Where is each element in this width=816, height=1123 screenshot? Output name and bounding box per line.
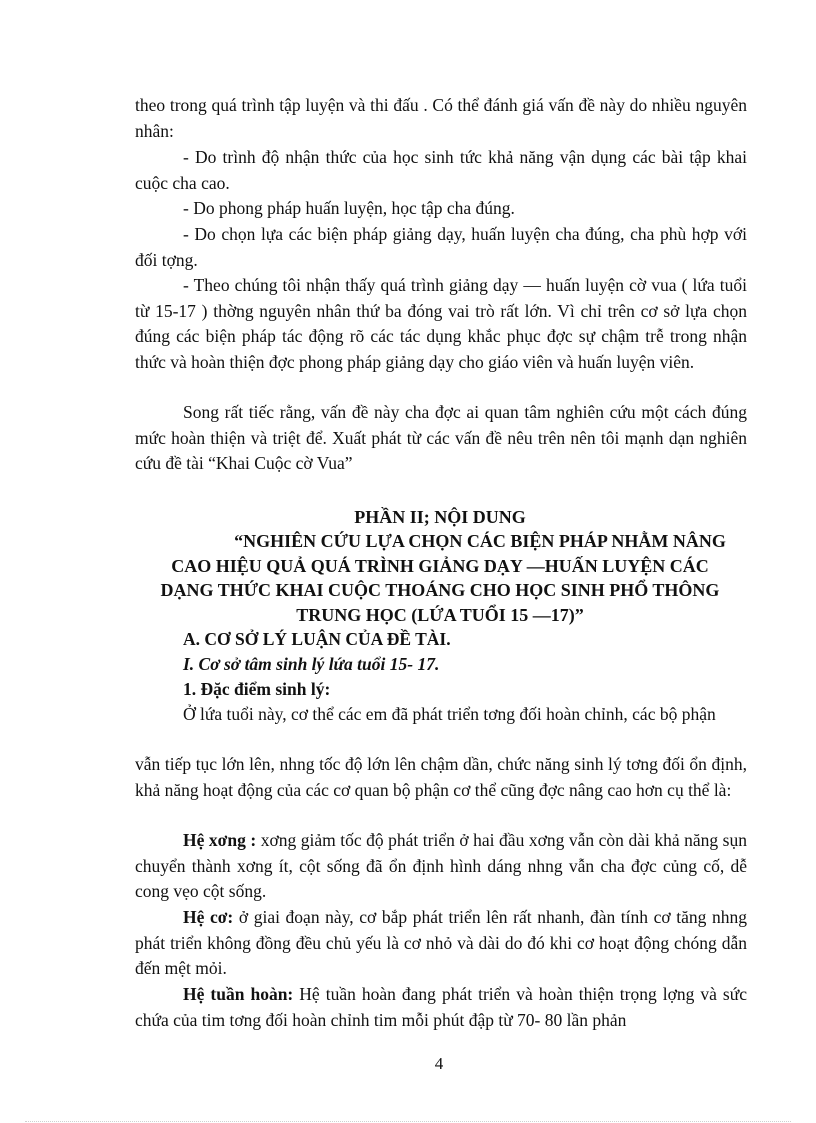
term-text: Hệ tuần hoàn đang phát triển và hoàn thiện trọng lợng và sức chứa của tim tơng đối hoàn chỉnh tim mỗi phút đập từ 70- 80 lần phản [135,984,747,1030]
paragraph-circulation [135,982,747,1033]
paragraph: - Do chọn lựa các biện pháp giảng dạy, huấn luyện cha đúng, cha phù hợp với đối tợng. [135,224,747,270]
topic-title-line: CAO HIỆU QUẢ QUÁ TRÌNH GIẢNG DẠY —HUẤN LUYỆN CÁC [171,556,709,576]
heading-i: I. Cơ sở tâm sinh lý lứa tuổi 15- 17. [183,654,440,674]
term-label: Hệ cơ: [183,907,234,927]
paragraph-muscle [135,905,747,982]
paragraph: - Theo chúng tôi nhận thấy quá trình giảng dạy — huấn luyện cờ vua ( lứa tuổi từ 15-17 ) thờng nguyên nhân thứ ba đóng vai trò rất lớn. Vì chỉ trên cơ sở lựa chọn đúng các biện pháp tác động rõ các tác dụng khắc phục đợc sự chậm trễ trong nhận thức và hoàn thiện đợc phong pháp giảng dạy cho giáo viên và huấn luyện viên. [135,275,747,373]
paragraph: - Do phong pháp huấn luyện, học tập cha đúng. [183,198,515,218]
term-label: Hệ xơng : [183,830,257,850]
paragraph-skeleton [135,828,747,905]
heading-1: 1. Đặc điểm sinh lý: [183,679,331,699]
paragraph: Ở lứa tuổi này, cơ thể các em đã phát triển tơng đối hoàn chỉnh, các bộ phận [183,704,716,724]
page-bottom-divider [25,1121,791,1122]
paragraph: vẫn tiếp tục lớn lên, nhng tốc độ lớn lên chậm dần, chức năng sinh lý tơng đối ổn định, khả năng hoạt động của các cơ quan bộ phận cơ thể cũng đợc nâng cao hơn cụ thể là: [135,754,747,800]
paragraph: Song rất tiếc rằng, vấn đề này cha đợc ai quan tâm nghiên cứu một cách đúng mức hoàn thiện và triệt để. Xuất phát từ các vấn đề nêu trên nên tôi mạnh dạn nghiên cứu đề tài “Khai Cuộc cờ Vua” [135,402,747,474]
topic-title-line: DẠNG THỨC KHAI CUỘC THOÁNG CHO HỌC SINH PHỔ THÔNG [160,580,720,600]
term-text: xơng giảm tốc độ phát triển ở hai đầu xơng vẫn còn dài khả năng sụn chuyển thành xơng ít, cột sống đã ổn định hình dáng nhng vẫn cha đợc củng cố, dễ cong vẹo cột sống. [135,830,747,902]
term-label: Hệ tuần hoàn: [183,984,294,1004]
heading-a: A. CƠ SỞ LÝ LUẬN CỦA ĐỀ TÀI. [183,629,451,649]
term-text: ở giai đoạn này, cơ bắp phát triển lên rất nhanh, đàn tính cơ tăng nhng phát triển không đồng đều chủ yếu là cơ nhỏ và dài do đó khi cơ hoạt động chóng dẫn đến mệt mỏi. [135,907,747,979]
paragraph: theo trong quá trình tập luyện và thi đấu . Có thể đánh giá vấn đề này do nhiều nguyên nhân: [135,95,747,141]
page-number: 4 [434,1054,444,1073]
paragraph: - Do trình độ nhận thức của học sinh tức khả năng vận dụng các bài tập khai cuộc cha cao. [135,147,747,193]
topic-title-line: TRUNG HỌC (LỨA TUỔI 15 —17)” [296,605,584,625]
topic-title-line: “NGHIÊN CỨU LỰA CHỌN CÁC BIỆN PHÁP NHẰM NÂNG [234,531,726,551]
part-title: PHẦN II; NỘI DUNG [354,507,526,527]
